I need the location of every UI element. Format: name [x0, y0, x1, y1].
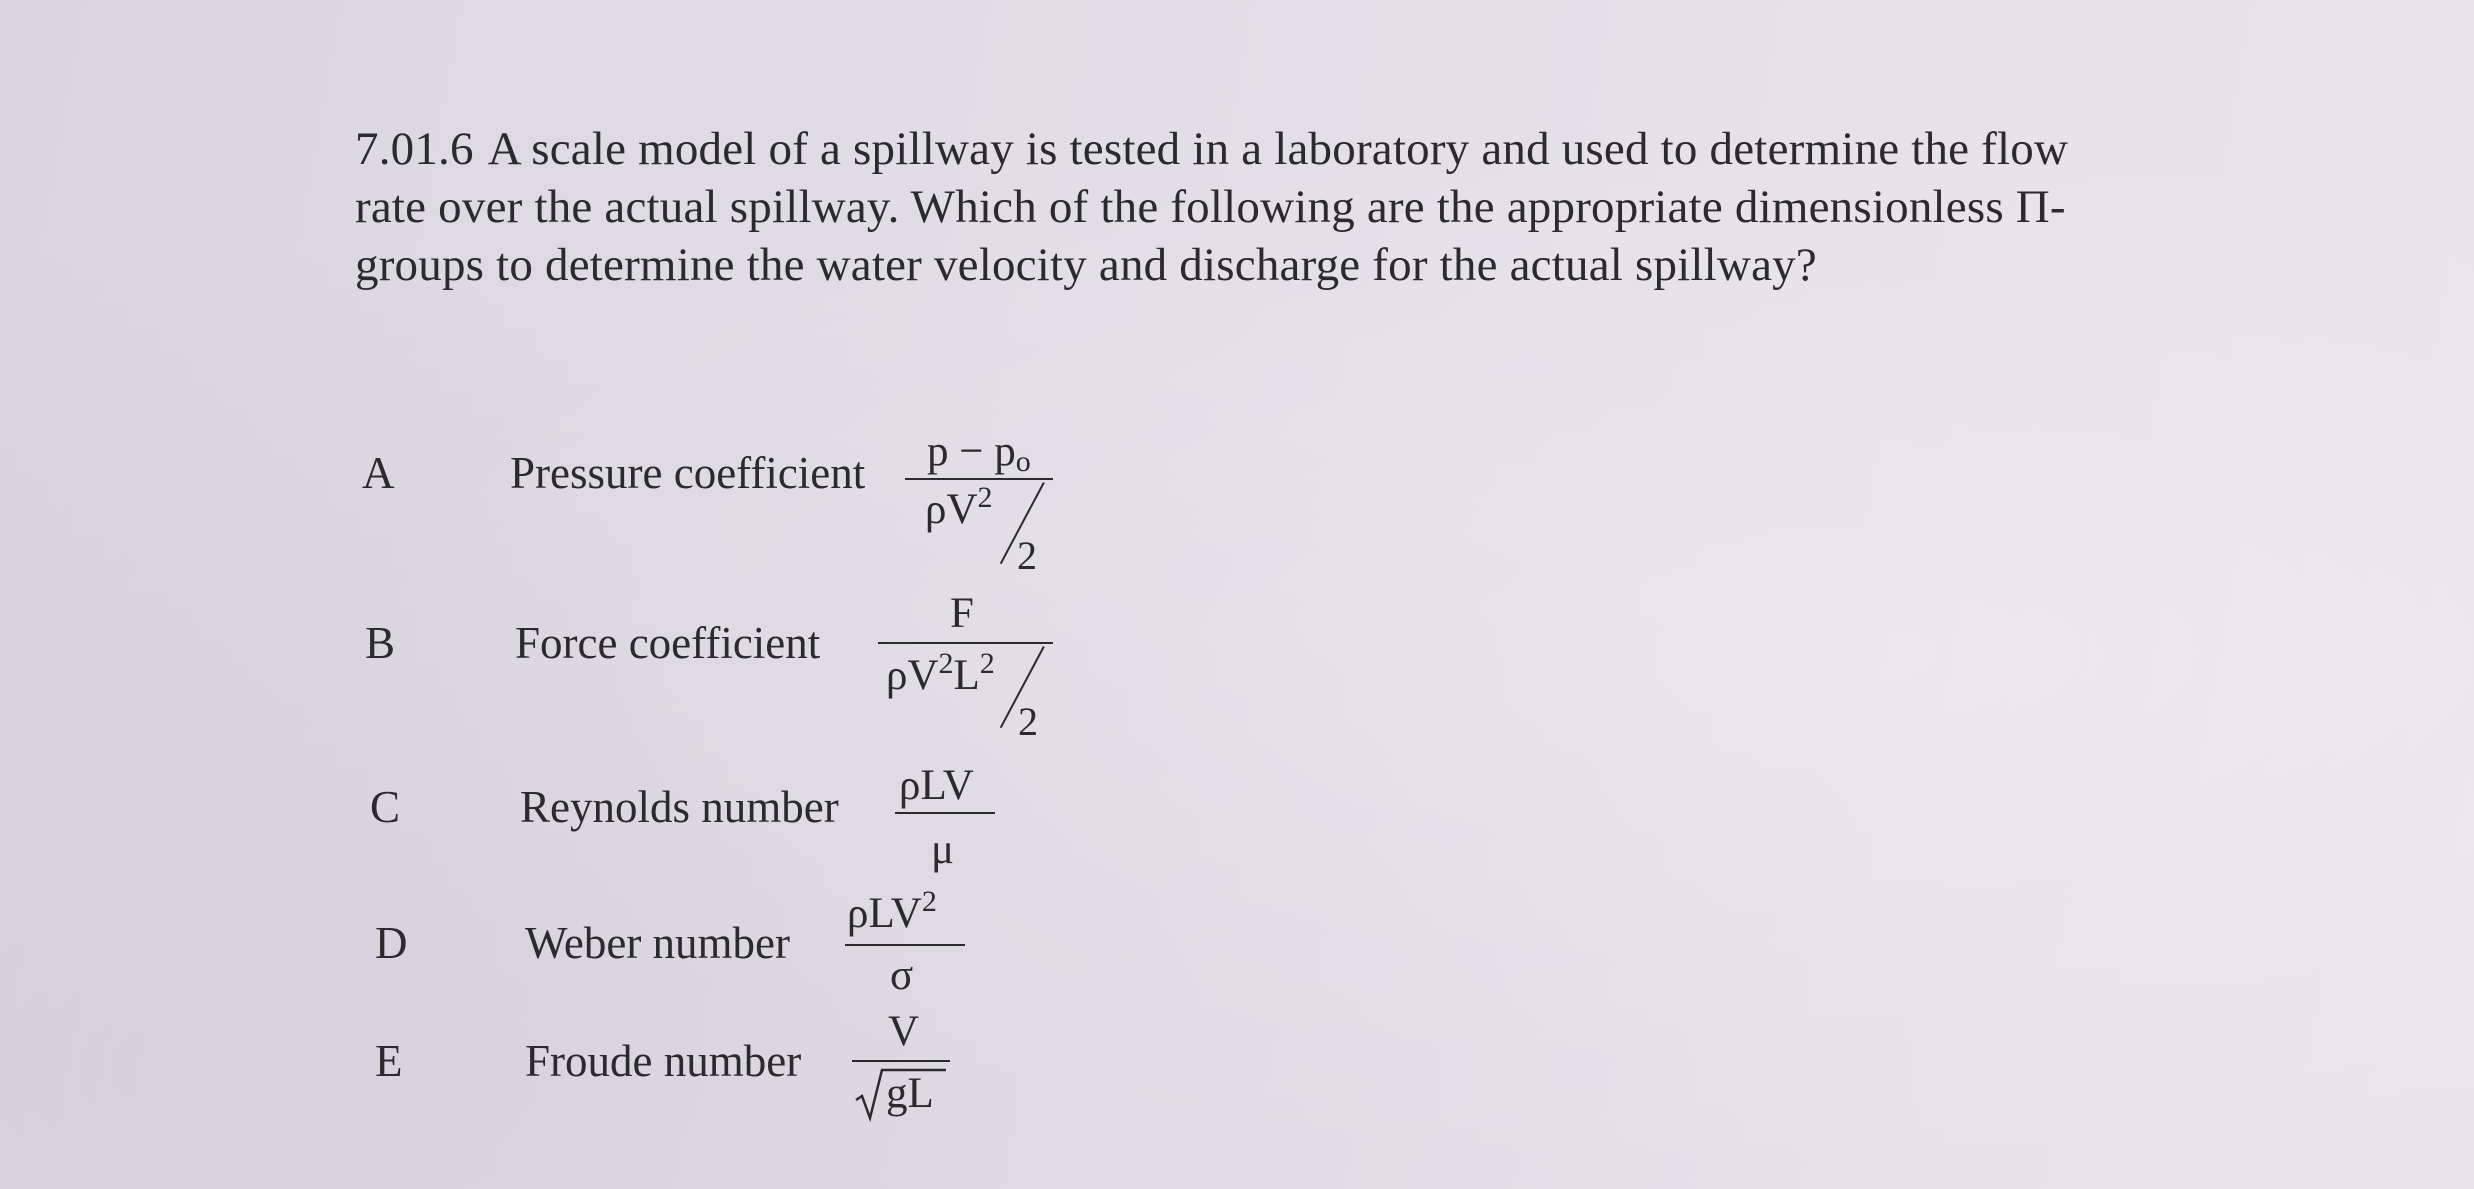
fraction-bar: [895, 812, 995, 814]
half-denominator: 2: [1018, 699, 1038, 744]
question-text: [355, 120, 2075, 294]
option-name: Weber number: [525, 918, 791, 968]
formula-denominator: μ: [931, 826, 955, 873]
radicand: gL: [886, 1070, 934, 1117]
fraction-bar: [905, 478, 1053, 480]
option-letter: B: [365, 618, 396, 668]
formula-denominator: $\rho V^2L^2$: [886, 647, 995, 699]
formula-numerator: F: [950, 590, 974, 637]
option-letter: A: [362, 448, 395, 498]
option-e[interactable]: [0, 1008, 1300, 1158]
formula-numerator: $p - p_o$: [927, 428, 1031, 478]
fraction-bar: [852, 1060, 950, 1062]
option-letter: D: [375, 918, 408, 968]
option-name: Force coefficient: [515, 618, 821, 668]
option-b[interactable]: [0, 590, 1300, 744]
option-name: Froude number: [525, 1036, 802, 1086]
formula-denominator: $\rho V^2$: [925, 481, 993, 533]
square-root: [856, 1066, 946, 1122]
option-letter: C: [370, 782, 401, 832]
formula-numerator: ρLV: [899, 762, 974, 809]
fraction-bar: [845, 944, 965, 946]
option-a[interactable]: [0, 420, 1300, 578]
question-body: A scale model of a spillway is tested in a laboratory and used to determine the flow rate over the actual spillway. Which of the following are the appropriate dimensionless Π-groups to determine the water velocity and discharge for the actual spillway?: [355, 123, 2069, 291]
option-name: Pressure coefficient: [510, 448, 866, 498]
option-name: Reynolds number: [520, 782, 839, 832]
option-letter: E: [375, 1036, 403, 1086]
formula-denominator: σ: [890, 952, 914, 999]
fraction-bar: [878, 642, 1053, 644]
formula-numerator: V: [888, 1008, 920, 1055]
question-number: 7.01.6: [355, 123, 474, 175]
formula-numerator: ρLV$^2$: [847, 885, 937, 937]
half-denominator: 2: [1017, 533, 1037, 578]
